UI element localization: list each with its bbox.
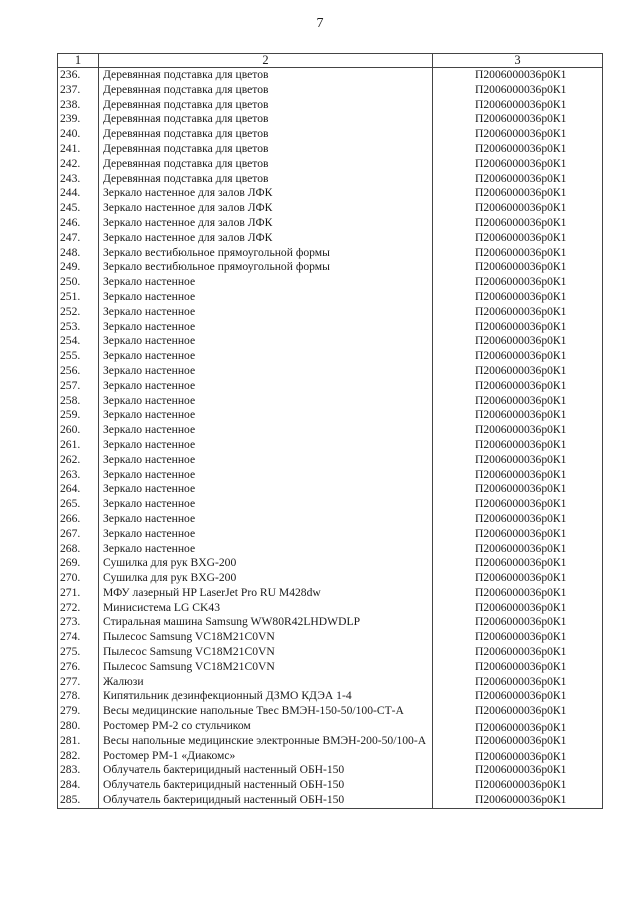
item-code: П2006000036р0К1 [433,749,603,764]
item-name: Зеркало настенное для залов ЛФК [99,201,433,216]
row-number: 259. [58,408,99,423]
row-number: 279. [58,704,99,719]
item-name: Зеркало настенное [99,482,433,497]
table-row [58,763,603,778]
row-number: 266. [58,512,99,527]
item-name: Зеркало настенное [99,334,433,349]
row-number: 240. [58,127,99,142]
item-code: П2006000036р0К1 [433,290,603,305]
item-code: П2006000036р0К1 [433,231,603,246]
item-code: П2006000036р0К1 [433,719,603,734]
item-code: П2006000036р0К1 [433,453,603,468]
item-code: П2006000036р0К1 [433,157,603,172]
table-row [58,675,603,690]
table-row [58,260,603,275]
column-header-code: 3 [433,54,603,68]
row-number: 273. [58,615,99,630]
item-code: П2006000036р0К1 [433,482,603,497]
table-row [58,290,603,305]
row-number: 241. [58,142,99,157]
item-name: Пылесос Samsung VC18M21C0VN [99,630,433,645]
row-number: 261. [58,438,99,453]
item-name: Зеркало настенное [99,379,433,394]
row-number: 270. [58,571,99,586]
item-code: П2006000036р0К1 [433,423,603,438]
row-number: 280. [58,719,99,734]
item-name: Зеркало настенное [99,394,433,409]
table-row [58,542,603,557]
item-name: Зеркало вестибюльное прямоугольной формы [99,260,433,275]
item-name: Ростомер РМ-1 «Диакомс» [99,749,433,764]
item-name: Жалюзи [99,675,433,690]
item-name: Зеркало настенное для залов ЛФК [99,216,433,231]
item-code: П2006000036р0К1 [433,704,603,719]
row-number: 276. [58,660,99,675]
item-name: Зеркало настенное [99,320,433,335]
table-row [58,689,603,704]
item-name: Зеркало настенное [99,512,433,527]
table-row [58,453,603,468]
item-name: Облучатель бактерицидный настенный ОБН-150 [99,778,433,793]
item-code: П2006000036р0К1 [433,542,603,557]
item-code: П2006000036р0К1 [433,675,603,690]
table-row [58,172,603,187]
item-name: Зеркало настенное [99,290,433,305]
table-row [58,527,603,542]
table-row [58,216,603,231]
item-code: П2006000036р0К1 [433,142,603,157]
item-code: П2006000036р0К1 [433,645,603,660]
item-code: П2006000036р0К1 [433,379,603,394]
row-number: 238. [58,98,99,113]
table-row [58,482,603,497]
item-name: Деревянная подставка для цветов [99,83,433,98]
item-name: Зеркало настенное [99,364,433,379]
table-row [58,394,603,409]
item-code: П2006000036р0К1 [433,320,603,335]
row-number: 262. [58,453,99,468]
row-number: 285. [58,793,99,808]
item-name: Сушилка для рук BXG-200 [99,556,433,571]
table-row [58,571,603,586]
table-row [58,556,603,571]
table-row [58,142,603,157]
row-number: 281. [58,734,99,749]
table-row [58,423,603,438]
item-code: П2006000036р0К1 [433,468,603,483]
row-number: 246. [58,216,99,231]
item-code: П2006000036р0К1 [433,601,603,616]
row-number: 252. [58,305,99,320]
item-code: П2006000036р0К1 [433,586,603,601]
item-code: П2006000036р0К1 [433,186,603,201]
item-code: П2006000036р0К1 [433,364,603,379]
item-code: П2006000036р0К1 [433,512,603,527]
item-code: П2006000036р0К1 [433,172,603,187]
item-code: П2006000036р0К1 [433,408,603,423]
row-number: 249. [58,260,99,275]
item-name: Зеркало настенное для залов ЛФК [99,231,433,246]
row-number: 245. [58,201,99,216]
row-number: 237. [58,83,99,98]
row-number: 236. [58,68,99,83]
row-number: 265. [58,497,99,512]
row-number: 255. [58,349,99,364]
row-number: 256. [58,364,99,379]
table-row [58,615,603,630]
table-row [58,201,603,216]
row-number: 272. [58,601,99,616]
table-row [58,157,603,172]
item-code: П2006000036р0К1 [433,660,603,675]
row-number: 264. [58,482,99,497]
item-code: П2006000036р0К1 [433,112,603,127]
row-number: 250. [58,275,99,290]
table-row [58,734,603,749]
item-code: П2006000036р0К1 [433,438,603,453]
item-code: П2006000036р0К1 [433,127,603,142]
item-name: Весы медицинские напольные Твес ВМЭН-150-50/100-СТ-А [99,704,433,719]
item-name: Зеркало настенное для залов ЛФК [99,186,433,201]
item-name: Зеркало настенное [99,349,433,364]
table-row [58,349,603,364]
table-header [58,54,603,68]
item-name: МФУ лазерный HP LaserJet Pro RU M428dw [99,586,433,601]
item-code: П2006000036р0К1 [433,334,603,349]
row-number: 263. [58,468,99,483]
item-name: Зеркало вестибюльное прямоугольной формы [99,246,433,261]
item-name: Зеркало настенное [99,497,433,512]
row-number: 277. [58,675,99,690]
item-code: П2006000036р0К1 [433,571,603,586]
item-code: П2006000036р0К1 [433,246,603,261]
item-code: П2006000036р0К1 [433,305,603,320]
item-name: Деревянная подставка для цветов [99,112,433,127]
item-name: Деревянная подставка для цветов [99,98,433,113]
row-number: 251. [58,290,99,305]
table-row [58,438,603,453]
row-number: 258. [58,394,99,409]
row-number: 244. [58,186,99,201]
item-code: П2006000036р0К1 [433,275,603,290]
item-name: Зеркало настенное [99,423,433,438]
row-number: 242. [58,157,99,172]
table-row [58,186,603,201]
row-number: 271. [58,586,99,601]
item-code: П2006000036р0К1 [433,98,603,113]
item-code: П2006000036р0К1 [433,216,603,231]
item-code: П2006000036р0К1 [433,201,603,216]
table-row [58,379,603,394]
item-code: П2006000036р0К1 [433,83,603,98]
item-name: Облучатель бактерицидный настенный ОБН-150 [99,763,433,778]
item-name: Кипятильник дезинфекционный ДЗМО КДЭА 1-4 [99,689,433,704]
row-number: 282. [58,749,99,764]
table-row [58,305,603,320]
row-number: 253. [58,320,99,335]
item-name: Сушилка для рук BXG-200 [99,571,433,586]
item-code: П2006000036р0К1 [433,763,603,778]
item-name: Облучатель бактерицидный настенный ОБН-150 [99,793,433,808]
row-number: 239. [58,112,99,127]
item-name: Зеркало настенное [99,527,433,542]
item-code: П2006000036р0К1 [433,734,603,749]
table-row [58,512,603,527]
page-number: 7 [316,16,324,31]
item-name: Пылесос Samsung VC18M21C0VN [99,645,433,660]
table-row [58,112,603,127]
table-row [58,468,603,483]
item-name: Зеркало настенное [99,438,433,453]
item-name: Зеркало настенное [99,305,433,320]
table-row [58,630,603,645]
item-name: Деревянная подставка для цветов [99,172,433,187]
item-name: Зеркало настенное [99,275,433,290]
item-code: П2006000036р0К1 [433,394,603,409]
table-row [58,127,603,142]
row-number: 274. [58,630,99,645]
item-code: П2006000036р0К1 [433,615,603,630]
row-number: 254. [58,334,99,349]
table-row [58,320,603,335]
item-code: П2006000036р0К1 [433,68,603,83]
item-code: П2006000036р0К1 [433,778,603,793]
table-row [58,497,603,512]
item-code: П2006000036р0К1 [433,630,603,645]
item-name: Стиральная машина Samsung WW80R42LHDWDLP [99,615,433,630]
row-number: 284. [58,778,99,793]
item-name: Зеркало настенное [99,468,433,483]
item-code: П2006000036р0К1 [433,556,603,571]
table-row [58,68,603,83]
row-number: 267. [58,527,99,542]
row-number: 283. [58,763,99,778]
row-number: 268. [58,542,99,557]
table-row [58,793,603,808]
item-name: Ростомер РМ-2 со стульчиком [99,719,433,734]
table-row [58,364,603,379]
table-body [58,68,603,809]
item-name: Минисистема LG CK43 [99,601,433,616]
item-name: Весы напольные медицинские электронные ВМЭН-200-50/100-А [99,734,433,749]
item-code: П2006000036р0К1 [433,260,603,275]
row-number: 248. [58,246,99,261]
item-name: Зеркало настенное [99,542,433,557]
item-name: Деревянная подставка для цветов [99,68,433,83]
table-row [58,601,603,616]
row-number: 243. [58,172,99,187]
table-row [58,749,603,764]
item-name: Деревянная подставка для цветов [99,127,433,142]
table-row [58,98,603,113]
item-name: Пылесос Samsung VC18M21C0VN [99,660,433,675]
row-number: 278. [58,689,99,704]
table-row [58,586,603,601]
table-row [58,408,603,423]
item-code: П2006000036р0К1 [433,689,603,704]
table-row [58,334,603,349]
row-number: 275. [58,645,99,660]
table-row [58,645,603,660]
table-row [58,83,603,98]
column-header-name: 2 [99,54,433,68]
item-name: Зеркало настенное [99,453,433,468]
table-row [58,719,603,734]
table-row [58,778,603,793]
item-code: П2006000036р0К1 [433,793,603,808]
table-row [58,660,603,675]
item-name: Деревянная подставка для цветов [99,142,433,157]
item-name: Деревянная подставка для цветов [99,157,433,172]
inventory-table [57,53,603,809]
item-name: Зеркало настенное [99,408,433,423]
table-row [58,246,603,261]
item-code: П2006000036р0К1 [433,497,603,512]
table-row [58,231,603,246]
row-number: 247. [58,231,99,246]
table-row [58,275,603,290]
table-row [58,704,603,719]
row-number: 257. [58,379,99,394]
row-number: 260. [58,423,99,438]
row-number: 269. [58,556,99,571]
item-code: П2006000036р0К1 [433,527,603,542]
column-header-number: 1 [58,54,99,68]
item-code: П2006000036р0К1 [433,349,603,364]
header-row [58,54,603,68]
